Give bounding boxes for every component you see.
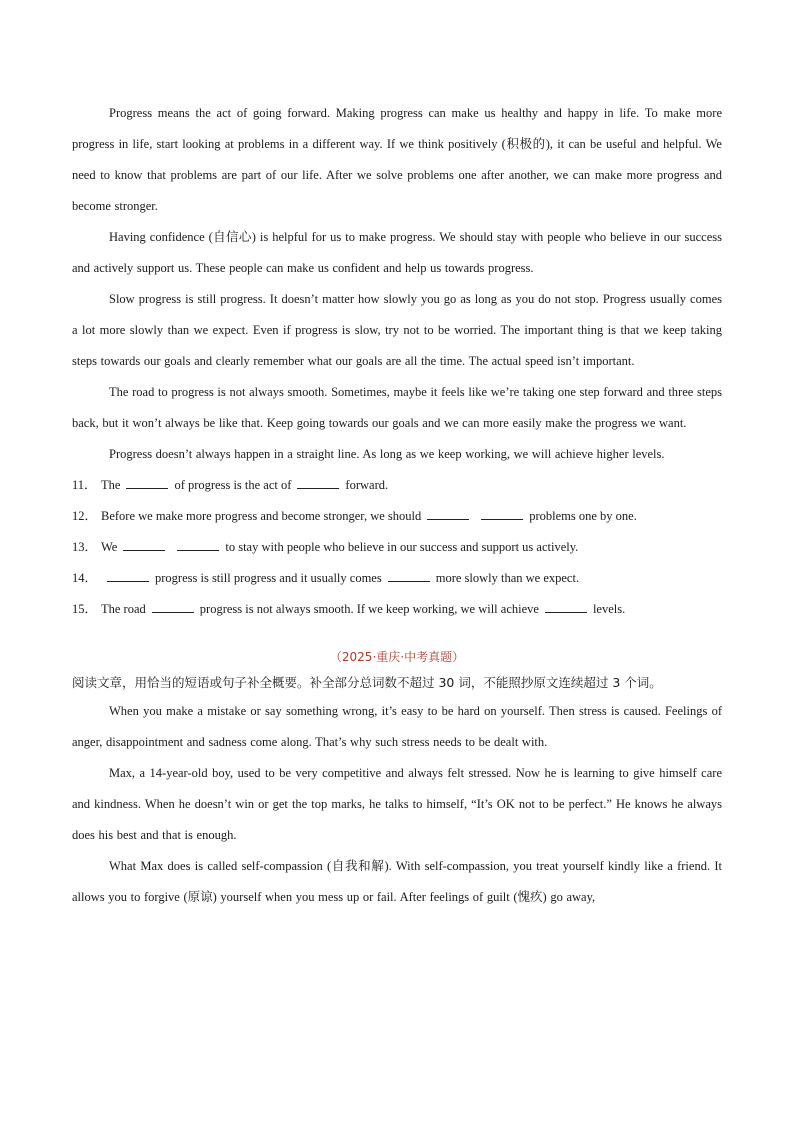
question-15	[72, 594, 722, 625]
answer-blank[interactable]	[427, 506, 469, 520]
paragraph: The road to progress is not always smooth. Sometimes, maybe it feels like we’re taking one step forward and three steps back, but it won’t always be like that. Keep going towards our goals and we can more easily make the progress we want.	[72, 385, 722, 430]
question-11	[72, 470, 722, 501]
question-text: forward.	[345, 478, 389, 492]
question-text: more slowly than we expect.	[435, 571, 580, 585]
question-14	[72, 563, 722, 594]
question-text: The	[101, 478, 121, 492]
paragraph: Max, a 14-year-old boy, used to be very competitive and always felt stressed. Now he is learning to give himself care and kindness. When he doesn’t win or get the top marks, he talks to himself, “It’s OK not to be perfect.” He knows he always does his best and that is enough.	[72, 766, 722, 842]
question-text: progress is not always smooth. If we keep working, we will achieve	[199, 602, 539, 616]
answer-blank[interactable]	[107, 568, 149, 582]
question-number: 15．	[72, 602, 98, 616]
question-13	[72, 532, 722, 563]
answer-blank[interactable]	[545, 599, 587, 613]
question-12	[72, 501, 722, 532]
answer-blank[interactable]	[297, 475, 339, 489]
paragraph: Progress means the act of going forward. Making progress can make us healthy and happy in life. To make more progress in life, start looking at problems in a different way. If we think positively (积极的), it can be useful and helpful. We need to know that problems are part of our life. After we solve problems one after another, we can make more progress and become stronger.	[72, 106, 722, 213]
question-number: 12．	[72, 509, 98, 523]
question-text: progress is still progress and it usually comes	[155, 571, 382, 585]
question-number: 11．	[72, 478, 97, 492]
question-text: to stay with people who believe in our success and support us actively.	[225, 540, 579, 554]
question-text: levels.	[592, 602, 626, 616]
question-text: We	[101, 540, 118, 554]
question-text: The road	[101, 602, 146, 616]
question-list	[72, 470, 722, 625]
question-text: Before we make more progress and become stronger, we should	[101, 509, 422, 523]
question-number: 13．	[72, 540, 98, 554]
answer-blank[interactable]	[388, 568, 430, 582]
passage-1	[72, 98, 722, 470]
paragraph: When you make a mistake or say something wrong, it’s easy to be hard on yourself. Then stress is caused. Feelings of anger, disappointment and sadness come along. That’s why such stress needs to be dealt with.	[72, 704, 722, 749]
answer-blank[interactable]	[481, 506, 523, 520]
passage-2	[72, 696, 722, 913]
answer-blank[interactable]	[126, 475, 168, 489]
answer-blank[interactable]	[152, 599, 194, 613]
question-text: of progress is the act of	[174, 478, 292, 492]
question-number: 14．	[72, 571, 98, 585]
question-text: problems one by one.	[529, 509, 637, 523]
paragraph: What Max does is called self-compassion (自我和解). With self-compassion, you treat yourself kindly like a friend. It allows you to forgive (原谅) yourself when you mess up or fail. After feelings of guilt (愧疚) go away,	[72, 859, 722, 904]
paragraph: Having confidence (自信心) is helpful for us to make progress. We should stay with people who believe in our success and actively support us. These people can make us confident and help us towards progress.	[72, 230, 722, 275]
answer-blank[interactable]	[123, 537, 165, 551]
section-heading: （2025·重庆·中考真题）	[329, 650, 465, 664]
answer-blank[interactable]	[177, 537, 219, 551]
paragraph: Slow progress is still progress. It doesn’t matter how slowly you go as long as you do not stop. Progress usually comes a lot more slowly than we expect. Even if progress is slow, try not to be worried. The important thing is that we keep taking steps towards our goals and clearly remember what our goals are all the time. The actual speed isn’t important.	[72, 292, 722, 368]
task-instruction: 阅读文章，用恰当的短语或句子补全概要。补全部分总词数不超过 30 词，不能照抄原文连续超过 3 个词。	[72, 675, 662, 690]
paragraph: Progress doesn’t always happen in a straight line. As long as we keep working, we will achieve higher levels.	[109, 447, 665, 461]
document-page	[72, 98, 722, 913]
